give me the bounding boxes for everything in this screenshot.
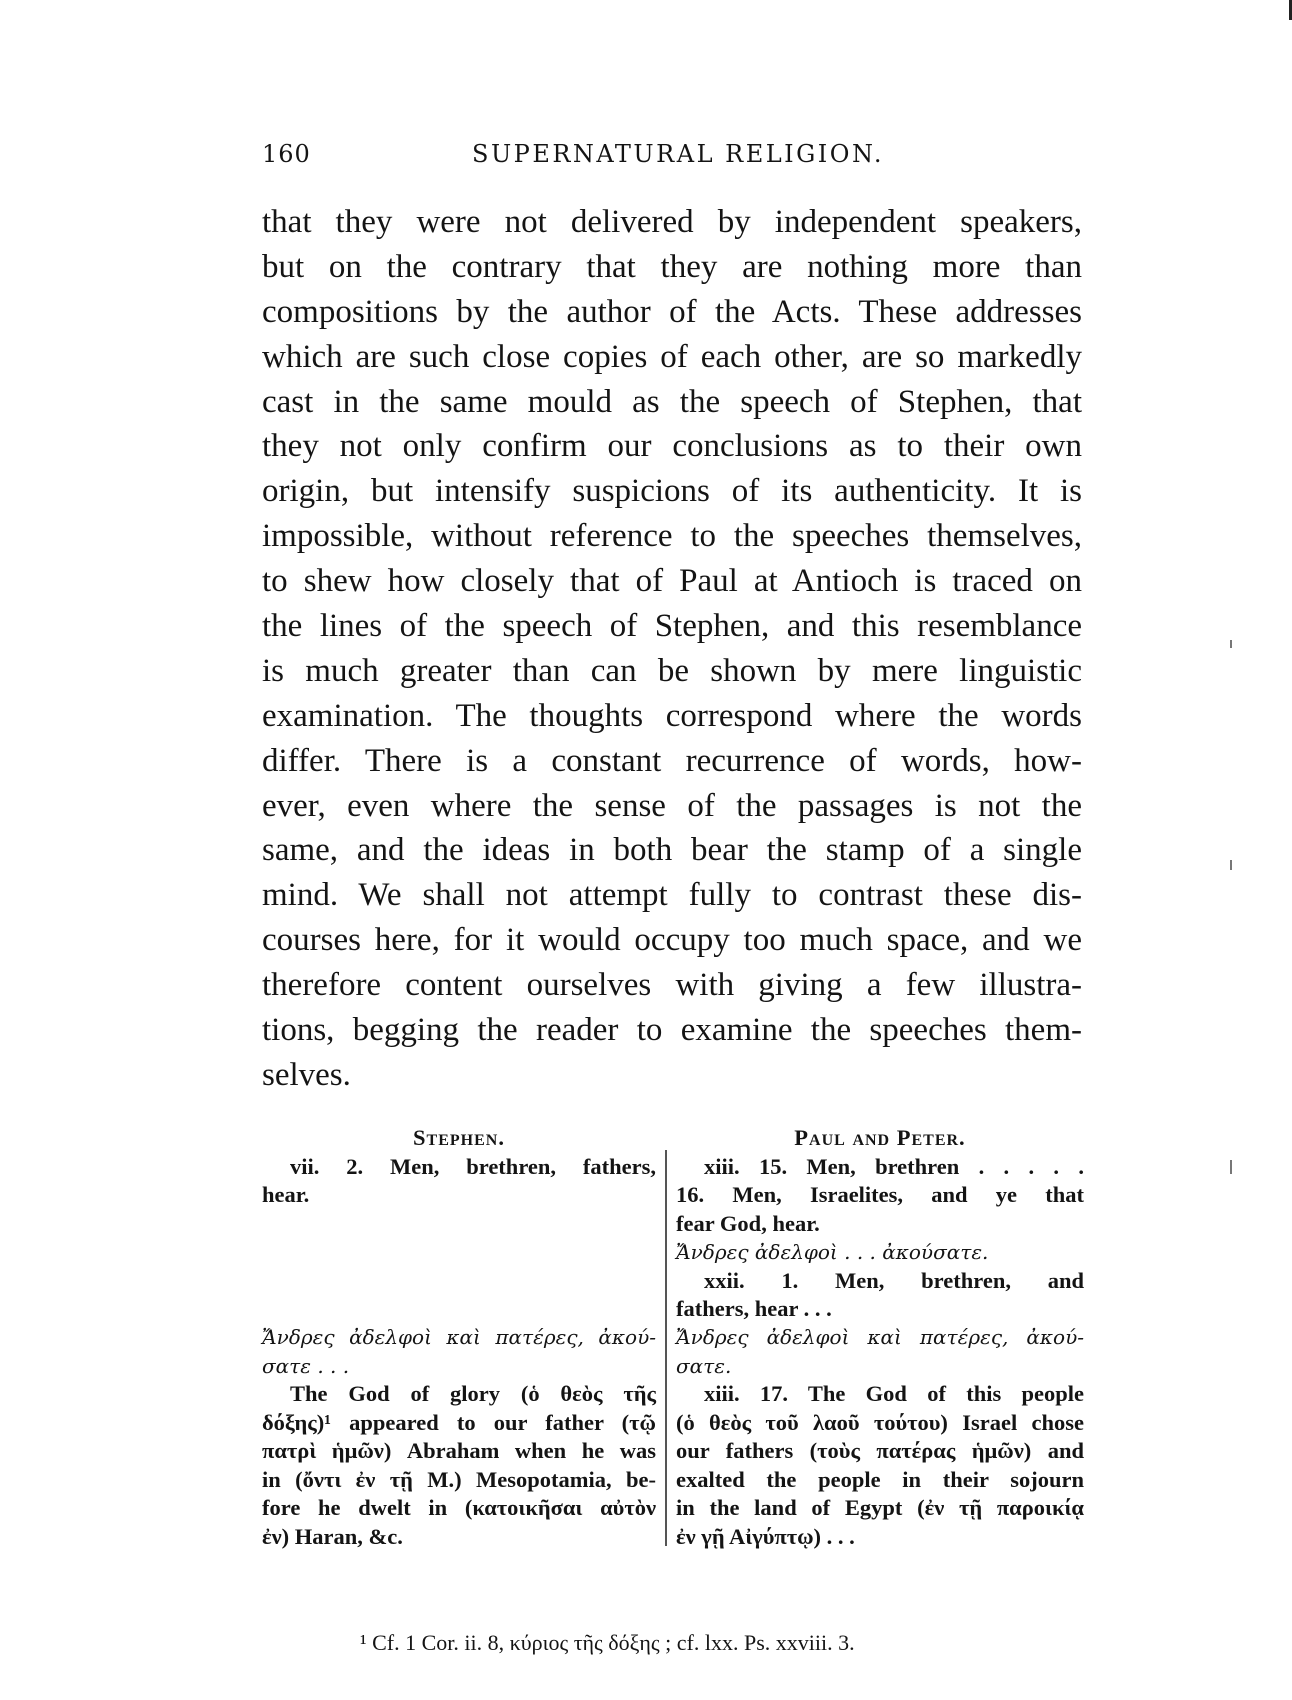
entry-line: xiii. 15. Men, brethren . . . . .: [704, 1153, 1084, 1179]
paul-entry: [676, 1380, 1084, 1551]
stephen-entry-greek: [262, 1323, 656, 1380]
text-line: examination. The thoughts correspond where the words: [262, 697, 1082, 734]
text-line: origin, but intensify suspicions of its authenticity. It is: [262, 473, 1082, 510]
column-divider: [665, 1150, 667, 1546]
column-paul-and-peter: [676, 1124, 1084, 1549]
text-line: therefore content ourselves with giving a few illustra-: [262, 967, 1082, 1004]
text-line: tions, begging the reader to examine the speeches them-: [262, 1012, 1082, 1049]
entry-line: exalted the people in their sojourn: [676, 1466, 1084, 1492]
column-heading-paul-peter: Paul and Peter.: [794, 1125, 966, 1150]
body-paragraph: [262, 200, 1082, 1098]
greek-line: σατε . . .: [262, 1353, 350, 1378]
text-line: ever, even where the sense of the passages is not the: [262, 787, 1082, 824]
text-line: compositions by the author of the Acts. These addresses: [262, 293, 1082, 330]
footnote: ¹ Cf. 1 Cor. ii. 8, κύριος τῆς δόξης ; cf. lxx. Ps. xxviii. 3.: [360, 1630, 855, 1655]
paul-entry-greek: [676, 1238, 1084, 1267]
page-edge-tick: [1230, 1160, 1232, 1174]
text-line: cast in the same mould as the speech of Stephen, that: [262, 383, 1082, 420]
entry-line: The God of glory (ὁ θεὸς τῆς: [290, 1381, 656, 1406]
stephen-entry: [262, 1380, 656, 1551]
greek-line: Ἄνδρες ἀδελφοὶ . . . ἀκούσατε.: [676, 1240, 989, 1264]
text-line: but on the contrary that they are nothing more than: [262, 248, 1082, 285]
greek-line: Ἄνδρες ἀδελφοὶ καὶ πατέρες, ἀκού-: [262, 1325, 656, 1349]
entry-line: ἐν) Haran, &c.: [262, 1523, 403, 1549]
entry-line: fore he dwelt in (κατοικῆσαι αὐτὸν: [262, 1495, 656, 1520]
text-line: selves.: [262, 1056, 351, 1093]
greek-line: σατε.: [676, 1353, 732, 1378]
entry-line: xxii. 1. Men, brethren, and: [704, 1267, 1084, 1293]
entry-line: fear God, hear.: [676, 1210, 820, 1236]
entry-line: in (ὄντι ἐν τῇ M.) Mesopotamia, be-: [262, 1466, 656, 1492]
entry-line: 16. Men, Israelites, and ye that: [676, 1182, 1084, 1207]
entry-line: δόξης)¹ appeared to our father (τῷ: [262, 1409, 656, 1435]
text-line: which are such close copies of each other, are so markedly: [262, 338, 1082, 375]
comparison-columns: [262, 1124, 1084, 1554]
paul-entry-greek: [676, 1323, 1084, 1380]
entry-line: ἐν γῇ Αἰγύπτῳ) . . .: [676, 1523, 855, 1549]
text-line: that they were not delivered by independent speakers,: [262, 204, 1082, 240]
entry-line: πατρὶ ἡμῶν) Abraham when he was: [262, 1438, 656, 1463]
page-edge-tick: [1230, 860, 1232, 870]
paul-entry: [676, 1267, 1084, 1324]
entry-line: our fathers (τοὺς πατέρας ἡμῶν) and: [676, 1438, 1084, 1463]
entry-line: (ὁ θεὸς τοῦ λαοῦ τούτου) Israel chose: [676, 1409, 1084, 1435]
entry-line: in the land of Egypt (ἐν τῇ παροικίᾳ: [676, 1495, 1084, 1520]
page-number: 160: [262, 140, 311, 168]
text-line: they not only confirm our conclusions as to their own: [262, 428, 1082, 465]
text-line: to shew how closely that of Paul at Antioch is traced on: [262, 563, 1082, 600]
paul-entry: [676, 1153, 1084, 1239]
text-line: the lines of the speech of Stephen, and this resemblance: [262, 608, 1082, 645]
column-heading-stephen: Stephen.: [413, 1125, 505, 1150]
entry-line: vii. 2. Men, brethren, fathers,: [290, 1153, 656, 1179]
entry-line: fathers, hear . . .: [676, 1296, 832, 1321]
text-line: differ. There is a constant recurrence of words, how-: [262, 742, 1082, 779]
stephen-entry: [262, 1153, 656, 1210]
text-line: courses here, for it would occupy too much space, and we: [262, 922, 1082, 959]
entry-line: hear.: [262, 1182, 310, 1207]
page-edge-tick: [1230, 640, 1232, 648]
text-line: is much greater than can be shown by mere linguistic: [262, 652, 1082, 689]
page-header: [262, 140, 1082, 176]
running-title: SUPERNATURAL RELIGION.: [472, 140, 885, 168]
column-stephen: [262, 1124, 656, 1549]
text-line: impossible, without reference to the speeches themselves,: [262, 518, 1082, 555]
text-line: same, and the ideas in both bear the stamp of a single: [262, 832, 1082, 869]
greek-line: Ἄνδρες ἀδελφοὶ καὶ πατέρες, ἀκού-: [676, 1325, 1084, 1349]
entry-line: xiii. 17. The God of this people: [704, 1381, 1084, 1406]
text-line: mind. We shall not attempt fully to contrast these dis-: [262, 877, 1082, 914]
